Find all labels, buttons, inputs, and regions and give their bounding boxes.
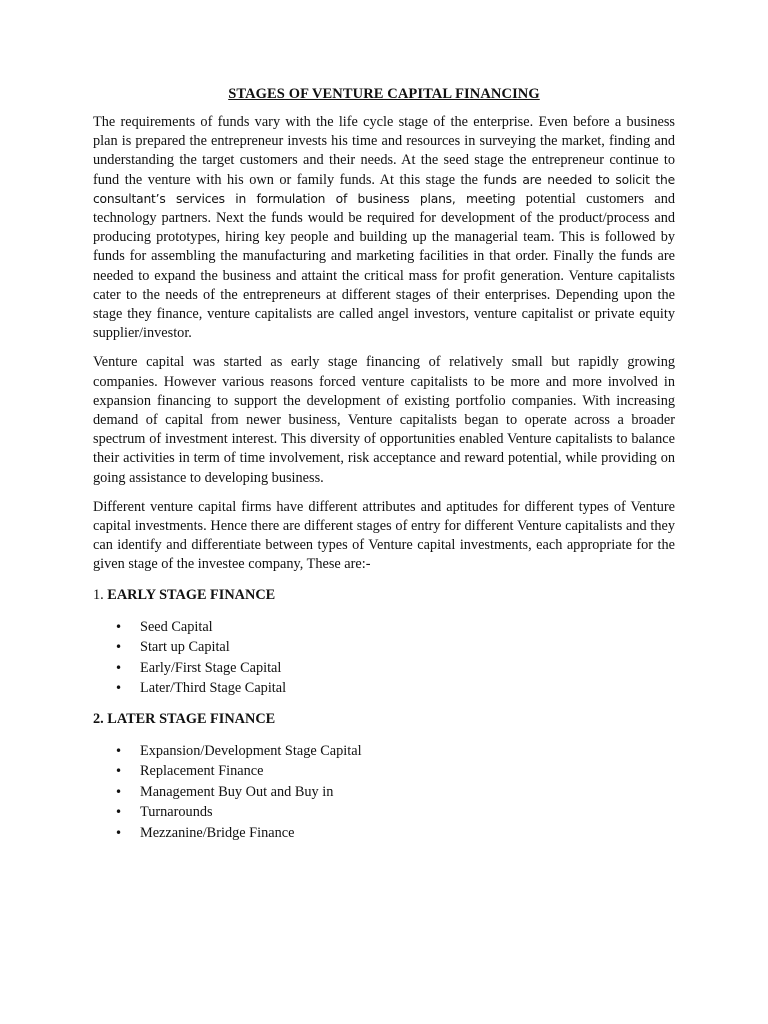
early-stage-list [93, 617, 675, 699]
list-item [93, 741, 675, 762]
later-stage-list [93, 741, 675, 844]
list-item-label: Seed Capital [140, 618, 213, 635]
list-item-label: Early/First Stage Capital [140, 659, 282, 676]
bullet-icon: • [115, 743, 123, 758]
section-title: EARLY STAGE FINANCE [107, 586, 276, 603]
list-item [93, 761, 675, 782]
list-item-label: Mezzanine/Bridge Finance [140, 824, 295, 841]
paragraph-venture-capital-history: Venture capital was started as early stage financing of relatively small but rapidly growing companies. However various reasons forced venture capitalists to be more and more involved in expansion financing to support the development of existing portfolio companies. With increasing demand of capital from newer business, Venture capitalists began to operate across a broader spectrum of investment interest. This diversity of opportunities enabled Venture capitalists to balance their activities in term of time involvement, risk acceptance and reward potential, while providing on going assistance to developing business. [93, 354, 675, 486]
section-title: 2. LATER STAGE FINANCE [93, 710, 276, 727]
list-item-label: Expansion/Development Stage Capital [140, 742, 362, 759]
list-item [93, 802, 675, 823]
paragraph-stages-of-entry: Different venture capital firms have different attributes and aptitudes for different types of Venture capital investments. Hence there are different stages of entry for different Venture capitalists and they can identify and differentiate between types of Venture capital investments, each appropriate for the given stage of the investee company, These are:- [93, 498, 675, 573]
paragraph-text: The requirements of funds vary with the life cycle stage of the enterprise. Even before a business plan is prepared the entrepreneur invests his time and resources in surveying the market, finding and understanding the target customers and their needs. At the seed stage the entrepreneur continue to fund the venture with his own or family funds. At this stage the [93, 114, 675, 188]
document-page [93, 86, 675, 855]
bullet-icon: • [115, 764, 123, 779]
bullet-icon: • [115, 619, 123, 634]
paragraph-text: potential customers and technology partners. Next the funds would be required for development of the product/process and producing prototypes, hiring key people and building up the managerial team. This is followed by funds for assembling the manufacturing and marketing facilities in that order. Finally the funds are needed to expand the business and attaint the critical mass for profit generation. Venture capitalists cater to the needs of the entrepreneurs at different stages of their enterprises. Depending upon the stage they finance, venture capitalists are called angel investors, venture capitalist or private equity supplier/investor. [93, 190, 675, 342]
list-item-label: Replacement Finance [140, 763, 264, 780]
paragraph-text-alt-font: funds are needed to solicit the consultant’s services in formulation of business plans, meeting [93, 172, 675, 206]
bullet-icon: • [115, 681, 123, 696]
document-title: STAGES OF VENTURE CAPITAL FINANCING [228, 86, 540, 102]
list-item-label: Management Buy Out and Buy in [140, 783, 334, 800]
list-item-label: Start up Capital [140, 639, 230, 656]
list-item [93, 637, 675, 658]
paragraph-funds-requirements [93, 113, 675, 343]
section-heading-later-stage [93, 711, 675, 728]
section-heading-early-stage [93, 587, 675, 604]
list-item [93, 823, 675, 844]
bullet-icon: • [115, 805, 123, 820]
section-number: 1. [93, 586, 108, 603]
list-item-label: Later/Third Stage Capital [140, 680, 287, 697]
bullet-icon: • [115, 825, 123, 840]
list-item [93, 678, 675, 699]
list-item-label: Turnarounds [140, 804, 213, 821]
list-item [93, 658, 675, 679]
bullet-icon: • [115, 660, 123, 675]
bullet-icon: • [115, 784, 123, 799]
bullet-icon: • [115, 640, 123, 655]
list-item [93, 782, 675, 803]
list-item [93, 617, 675, 638]
